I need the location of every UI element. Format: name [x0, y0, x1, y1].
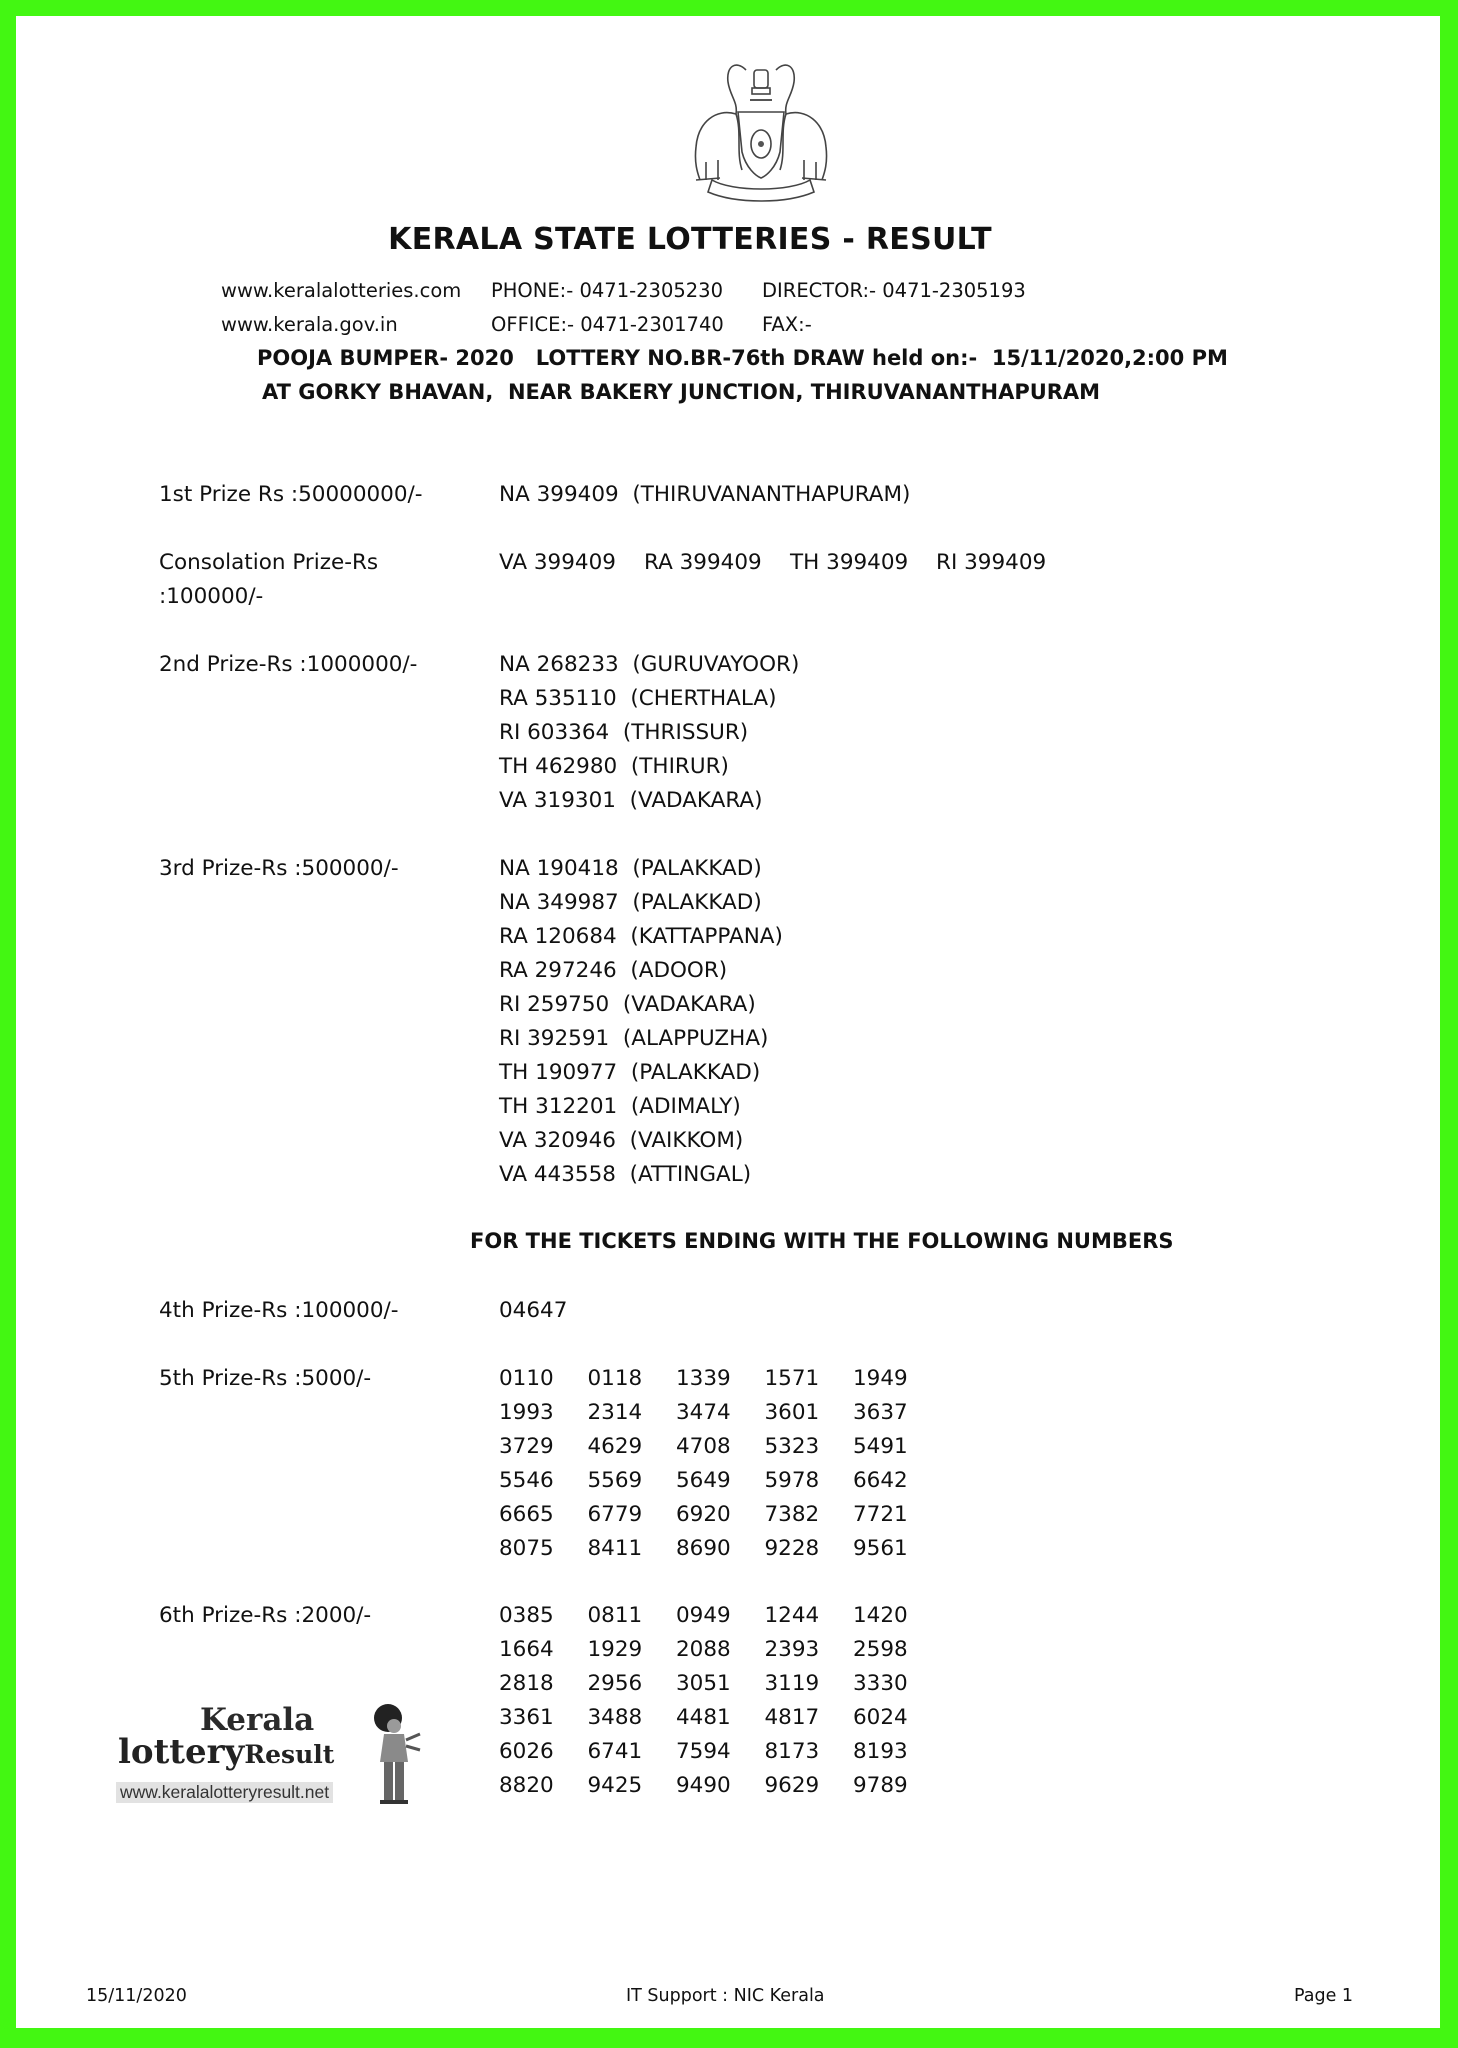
consolation-ticket: RA 399409	[644, 550, 762, 575]
third-prize-winner: RA 120684 (KATTAPPANA)	[499, 924, 783, 949]
website-kerala-gov: www.kerala.gov.in	[221, 313, 398, 336]
ticket-number: 8411	[587, 1536, 643, 1561]
endings-heading: FOR THE TICKETS ENDING WITH THE FOLLOWING NUMBERS	[470, 1229, 1174, 1253]
sixth-prize-row	[499, 1773, 942, 1798]
ticket-number: 1949	[853, 1366, 908, 1391]
ticket-number: 5323	[764, 1434, 820, 1459]
sixth-prize-row	[499, 1739, 942, 1764]
second-prize-winner: VA 319301 (VADAKARA)	[499, 788, 763, 813]
third-prize-winner: TH 312201 (ADIMALY)	[499, 1094, 741, 1119]
sixth-prize-label: 6th Prize-Rs :2000/-	[159, 1603, 372, 1628]
consolation-prize-amount: :100000/-	[159, 584, 264, 609]
ticket-number: 8690	[676, 1536, 731, 1561]
sixth-prize-row	[499, 1671, 942, 1696]
ticket-number: 8193	[853, 1739, 908, 1764]
website-keralalotteries: www.keralalotteries.com	[221, 279, 462, 302]
second-prize-winner: RI 603364 (THRISSUR)	[499, 720, 749, 745]
mascot-figure-icon	[366, 1702, 422, 1806]
ticket-number: 4481	[676, 1705, 731, 1730]
ticket-number: 2393	[764, 1637, 820, 1662]
third-prize-winner: VA 443558 (ATTINGAL)	[499, 1162, 752, 1187]
kerala-emblem-icon	[676, 52, 846, 204]
sixth-prize-row	[499, 1603, 942, 1628]
consolation-ticket: VA 399409	[499, 550, 616, 575]
ticket-number: 1339	[676, 1366, 731, 1391]
logo-word-lottery: lottery	[118, 1732, 245, 1772]
fifth-prize-row	[499, 1366, 942, 1391]
ticket-number: 3361	[499, 1705, 554, 1730]
consolation-ticket: TH 399409	[790, 550, 909, 575]
fifth-prize-row	[499, 1502, 942, 1527]
ticket-number: 9789	[853, 1773, 908, 1798]
logo-line-kerala: Kerala	[200, 1702, 315, 1738]
fifth-prize-label: 5th Prize-Rs :5000/-	[159, 1366, 372, 1391]
second-prize-label: 2nd Prize-Rs :1000000/-	[159, 652, 418, 677]
ticket-number: 3119	[764, 1671, 820, 1696]
ticket-number: 3729	[499, 1434, 554, 1459]
ticket-number: 9561	[853, 1536, 908, 1561]
consolation-prize-label: Consolation Prize-Rs	[159, 550, 379, 575]
fifth-prize-row	[499, 1400, 942, 1425]
fourth-prize-number: 04647	[499, 1298, 568, 1323]
ticket-number: 6026	[499, 1739, 554, 1764]
ticket-number: 6920	[676, 1502, 731, 1527]
ticket-number: 6741	[587, 1739, 643, 1764]
ticket-number: 0811	[587, 1603, 643, 1628]
footer-date: 15/11/2020	[86, 1986, 187, 2006]
sixth-prize-row	[499, 1637, 942, 1662]
sixth-prize-row	[499, 1705, 942, 1730]
ticket-number: 0385	[499, 1603, 554, 1628]
ticket-number: 5546	[499, 1468, 554, 1493]
ticket-number: 1571	[764, 1366, 820, 1391]
ticket-number: 3051	[676, 1671, 731, 1696]
ticket-number: 2956	[587, 1671, 643, 1696]
third-prize-winner: RI 392591 (ALAPPUZHA)	[499, 1026, 769, 1051]
second-prize-winner: RA 535110 (CHERTHALA)	[499, 686, 777, 711]
logo-word-result: Result	[244, 1740, 335, 1769]
ticket-number: 1664	[499, 1637, 554, 1662]
ticket-number: 8820	[499, 1773, 554, 1798]
office-number: OFFICE:- 0471-2301740	[491, 313, 724, 336]
ticket-number: 1420	[853, 1603, 908, 1628]
third-prize-winner: RA 297246 (ADOOR)	[499, 958, 728, 983]
ticket-number: 2314	[587, 1400, 643, 1425]
phone-number: PHONE:- 0471-2305230	[491, 279, 723, 302]
result-page	[16, 16, 1440, 2028]
third-prize-label: 3rd Prize-Rs :500000/-	[159, 856, 399, 881]
ticket-number: 8173	[764, 1739, 820, 1764]
ticket-number: 9629	[764, 1773, 820, 1798]
second-prize-winner: NA 268233 (GURUVAYOOR)	[499, 652, 800, 677]
ticket-number: 0110	[499, 1366, 554, 1391]
ticket-number: 3474	[676, 1400, 731, 1425]
fourth-prize-label: 4th Prize-Rs :100000/-	[159, 1298, 399, 1323]
ticket-number: 2598	[853, 1637, 908, 1662]
fax-number: FAX:-	[762, 313, 812, 336]
kerala-lottery-result-logo	[116, 1702, 426, 1810]
first-prize-winner: NA 399409 (THIRUVANANTHAPURAM)	[499, 482, 911, 507]
draw-venue: AT GORKY BHAVAN, NEAR BAKERY JUNCTION, THIRUVANANTHAPURAM	[262, 380, 1101, 404]
ticket-number: 4629	[587, 1434, 643, 1459]
third-prize-winner: NA 190418 (PALAKKAD)	[499, 856, 762, 881]
ticket-number: 3637	[853, 1400, 908, 1425]
ticket-number: 3601	[764, 1400, 820, 1425]
ticket-number: 0949	[676, 1603, 731, 1628]
fifth-prize-row	[499, 1536, 942, 1561]
consolation-ticket: RI 399409	[936, 550, 1047, 575]
ticket-number: 5649	[676, 1468, 731, 1493]
third-prize-winner: NA 349987 (PALAKKAD)	[499, 890, 762, 915]
ticket-number: 6642	[853, 1468, 908, 1493]
ticket-number: 6024	[853, 1705, 908, 1730]
fifth-prize-row	[499, 1468, 942, 1493]
ticket-number: 4817	[764, 1705, 820, 1730]
logo-line-lottery-result	[118, 1732, 334, 1772]
ticket-number: 1244	[764, 1603, 820, 1628]
ticket-number: 6665	[499, 1502, 554, 1527]
ticket-number: 2088	[676, 1637, 731, 1662]
ticket-number: 2818	[499, 1671, 554, 1696]
ticket-number: 9490	[676, 1773, 731, 1798]
ticket-number: 1993	[499, 1400, 554, 1425]
ticket-number: 3488	[587, 1705, 643, 1730]
ticket-number: 3330	[853, 1671, 908, 1696]
ticket-number: 9228	[764, 1536, 820, 1561]
footer-it-support: IT Support : NIC Kerala	[626, 1986, 825, 2006]
third-prize-winner: VA 320946 (VAIKKOM)	[499, 1128, 744, 1153]
fifth-prize-row	[499, 1434, 942, 1459]
ticket-number: 5978	[764, 1468, 820, 1493]
ticket-number: 9425	[587, 1773, 643, 1798]
logo-url: www.keralalotteryresult.net	[116, 1782, 333, 1803]
third-prize-winner: TH 190977 (PALAKKAD)	[499, 1060, 761, 1085]
footer-page-number: Page 1	[1294, 1986, 1354, 2006]
ticket-number: 1929	[587, 1637, 643, 1662]
ticket-number: 0118	[587, 1366, 643, 1391]
page-title: KERALA STATE LOTTERIES - RESULT	[388, 222, 992, 257]
third-prize-winner: RI 259750 (VADAKARA)	[499, 992, 756, 1017]
first-prize-label: 1st Prize Rs :50000000/-	[159, 482, 423, 507]
ticket-number: 4708	[676, 1434, 731, 1459]
ticket-number: 5569	[587, 1468, 643, 1493]
second-prize-winner: TH 462980 (THIRUR)	[499, 754, 729, 779]
ticket-number: 7382	[764, 1502, 820, 1527]
director-number: DIRECTOR:- 0471-2305193	[762, 279, 1026, 302]
ticket-number: 6779	[587, 1502, 643, 1527]
ticket-number: 7721	[853, 1502, 908, 1527]
ticket-number: 7594	[676, 1739, 731, 1764]
draw-info: POOJA BUMPER- 2020 LOTTERY NO.BR-76th DRAW held on:- 15/11/2020,2:00 PM	[257, 346, 1228, 370]
ticket-number: 5491	[853, 1434, 908, 1459]
ticket-number: 8075	[499, 1536, 554, 1561]
